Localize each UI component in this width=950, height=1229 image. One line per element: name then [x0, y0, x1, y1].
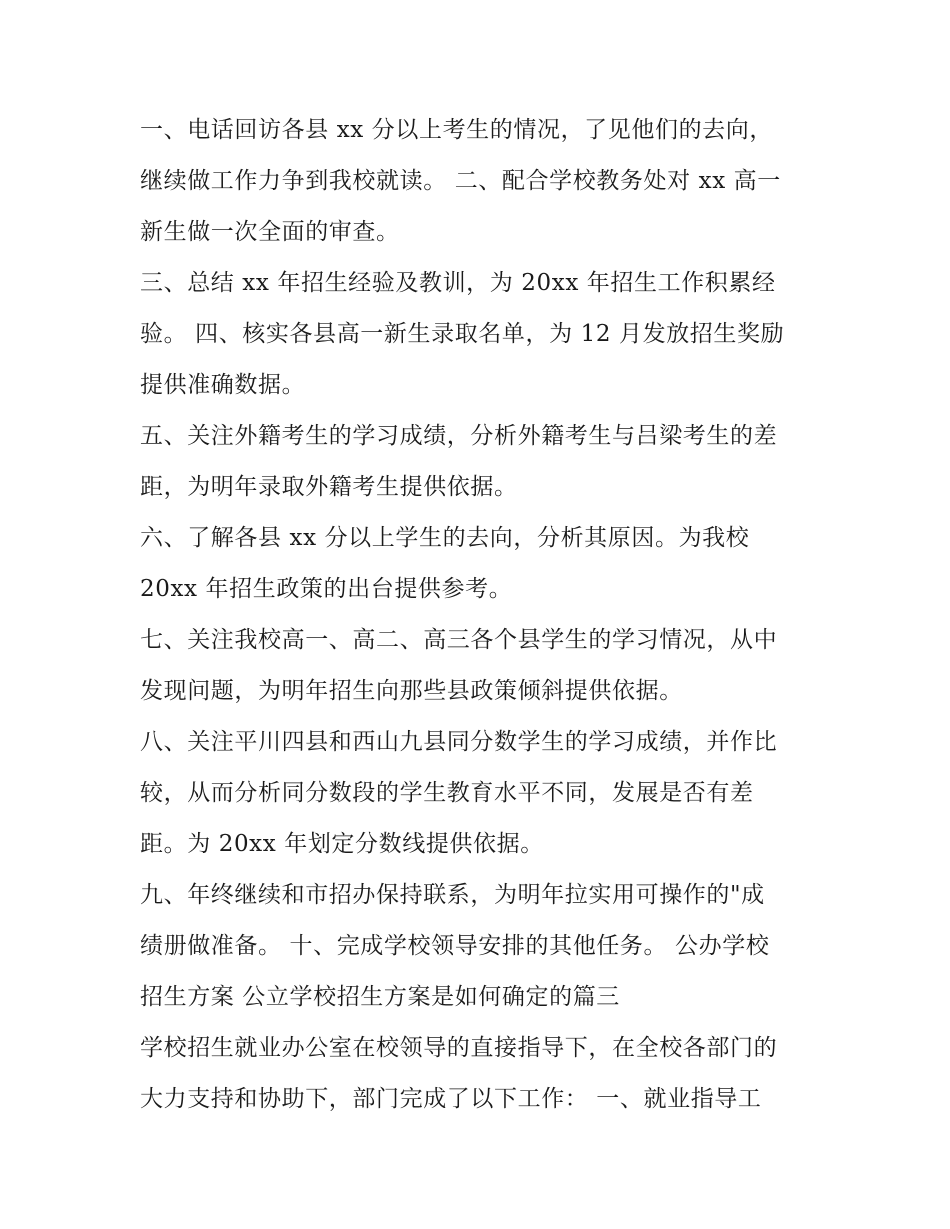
text-line: 七、关注我校高一、高二、高三各个县学生的学习情况，从中: [140, 627, 778, 653]
text-line: 大力支持和协助下，部门完成了以下工作： 一、就业指导工: [140, 1086, 762, 1112]
text-line: 较，从而分析同分数段的学生教育水平不同，发展是否有差: [140, 780, 754, 806]
text-line: 距，为明年录取外籍考生提供依据。: [140, 474, 518, 500]
text-line: 提供准确数据。: [140, 372, 306, 398]
text-line: 发现问题，为明年招生向那些县政策倾斜提供依据。: [140, 678, 683, 704]
text-line: 距。为 20xx 年划定分数线提供依据。: [140, 831, 544, 857]
text-line: 绩册做准备。 十、完成学校领导安排的其他任务。 公办学校: [140, 933, 770, 959]
document-body: [140, 105, 830, 1125]
text-line: 五、关注外籍考生的学习成绩，分析外籍考生与吕梁考生的差: [140, 423, 778, 449]
text-line: 学校招生就业办公室在校领导的直接指导下，在全校各部门的: [140, 1035, 778, 1061]
text-line: 新生做一次全面的审查。: [140, 219, 400, 245]
text-line: 验。 四、核实各县高一新生录取名单，为 12 月发放招生奖励: [140, 321, 785, 347]
text-line: 九、年终继续和市招办保持联系，为明年拉实用可操作的"成: [140, 882, 765, 908]
text-line: 一、电话回访各县 xx 分以上考生的情况，了见他们的去向，: [140, 117, 773, 143]
text-line: 三、总结 xx 年招生经验及教训，为 20xx 年招生工作积累经: [140, 270, 776, 296]
text-line: 20xx 年招生政策的出台提供参考。: [140, 576, 513, 602]
text-line: 八、关注平川四县和西山九县同分数学生的学习成绩，并作比: [140, 729, 778, 755]
text-line: 招生方案 公立学校招生方案是如何确定的篇三: [140, 984, 620, 1010]
text-line: 六、了解各县 xx 分以上学生的去向，分析其原因。为我校: [140, 525, 750, 551]
text-line: 继续做工作力争到我校就读。 二、配合学校教务处对 xx 高一: [140, 168, 781, 194]
